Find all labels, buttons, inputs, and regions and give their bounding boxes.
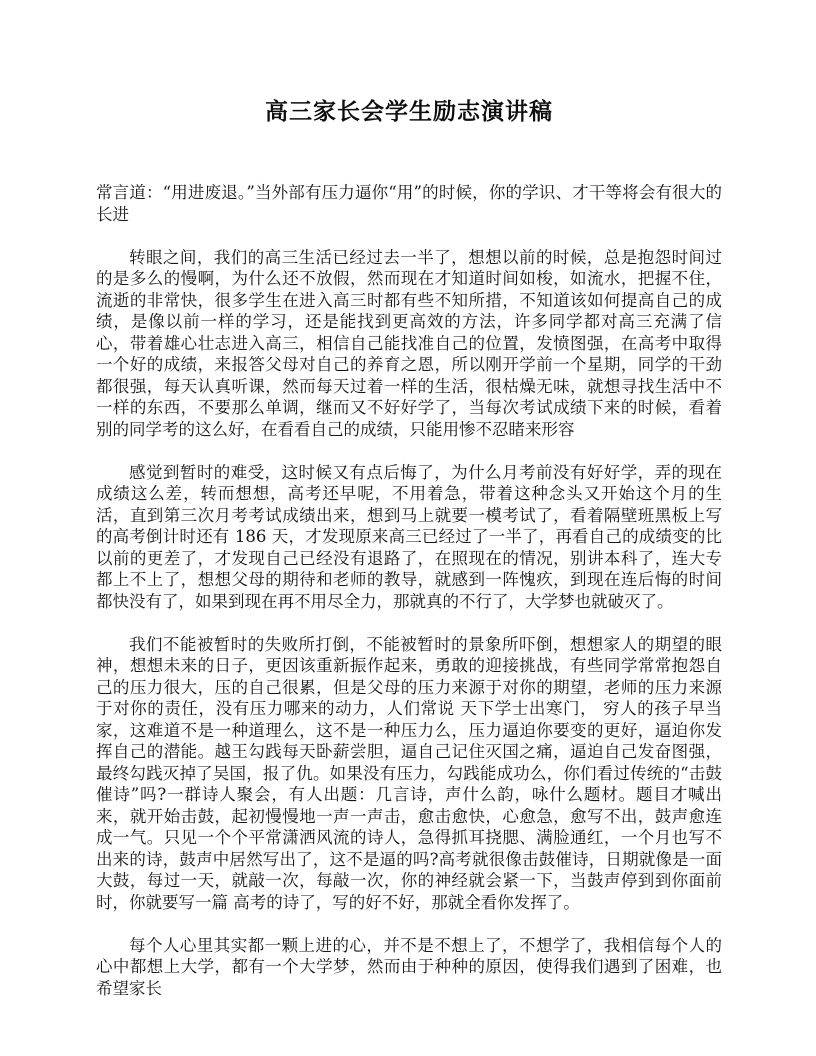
paragraph-opening: 常言道：“用进废退。”当外部有压力逼你“用”的时候，你的学识、才干等将会有很大的长进 — [96, 183, 722, 224]
paragraph-body-2: 感觉到暂时的难受，这时候又有点后悔了，为什么月考前没有好好学，弄的现在成绩这么差，转而想想，高考还早呢，不用着急，带着这种念头又开始这个月的生活，直到第三次月考考试成绩出来，想到马上就要一模考试了，看着隔壁班黑板上写的高考倒计时还有 186 天，才发现原来高三已经过了一半了，再看自己的成绩变的比以前的更差了，才发现自己已经没有退路了，在照现在的情况，别讲本科了，连大专都上不上了，想想父母的期待和老师的教导，就感到一阵愧疚，到现在连后悔的时间都快没有了，如果到现在再不用尽全力，那就真的不行了，大学梦也就破灭了。 — [96, 462, 722, 611]
page-title: 高三家长会学生励志演讲稿 — [265, 98, 553, 124]
paragraph-body-4: 每个人心里其实都一颗上进的心，并不是不想上了，不想学了，我相信每个人的心中都想上大学，都有一个大学梦，然而由于种种的原因，使得我们遇到了困难，也希望家长 — [96, 935, 722, 998]
paragraph-body-1: 转眼之间，我们的高三生活已经过去一半了，想想以前的时候，总是抱怨时间过的是多么的慢啊，为什么还不放假，然而现在才知道时间如梭，如流水，把握不住，流逝的非常快，很多学生在进入高三时都有些不知所措，不知道该如何提高自己的成绩，是像以前一样的学习，还是能找到更高效的方法，许多同学都对高三充满了信心，带着雄心壮志进入高三，相信自己能找准自己的位置，发愤图强，在高考中取得一个好的成绩，来报答父母对自己的养育之恩，所以刚开学前一个星期，同学的干劲都很强，每天认真听课，然而每天过着一样的生活，很枯燥无味，就想寻找生活中不一样的东西，不要那么单调，继而又不好好学了，当每次考试成绩下来的时候，看着别的同学考的这么好，在看看自己的成绩，只能用惨不忍睹来形容 — [96, 247, 722, 439]
paragraph-body-3: 我们不能被暂时的失败所打倒，不能被暂时的景象所吓倒，想想家人的期望的眼神，想想未来的日子，更因该重新振作起来，勇敢的迎接挑战，有些同学常常抱怨自己的压力很大，压的自己很累，但是父母的压力来源于对你的期望，老师的压力来源于对你的责任，没有压力哪来的动力，人们常说 天下学士出寒门， 穷人的孩子早当家，这难道不是一种道理么，这不是一种压力么，压力逼迫你要变的更好，逼迫你发挥自己的潜能。越王勾践每天卧薪尝胆，逼自己记住灭国之痛，逼迫自己发奋图强，最终勾践灭掉了吴国，报了仇。如果没有压力，勾践能成功么，你们看过传统的“击鼓催诗”吗?一群诗人聚会，有人出题：几言诗，声什么韵，咏什么题材。题目才喊出来，就开始击鼓，起初慢慢地一声一声击，愈击愈快，心愈急，愈写不出，鼓声愈连成一气。只见一个个平常潇洒风流的诗人，急得抓耳挠腮、满脸通红，一个月也写不出来的诗，鼓声中居然写出了，这不是逼的吗?高考就很像击鼓催诗，日期就像是一面大鼓，每过一天，就敲一次，每敲一次，你的神经就会紧一下，当鼓声停到到你面前时，你就要写一篇 高考的诗了，写的好不好，那就全看你发挥了。 — [96, 634, 722, 912]
